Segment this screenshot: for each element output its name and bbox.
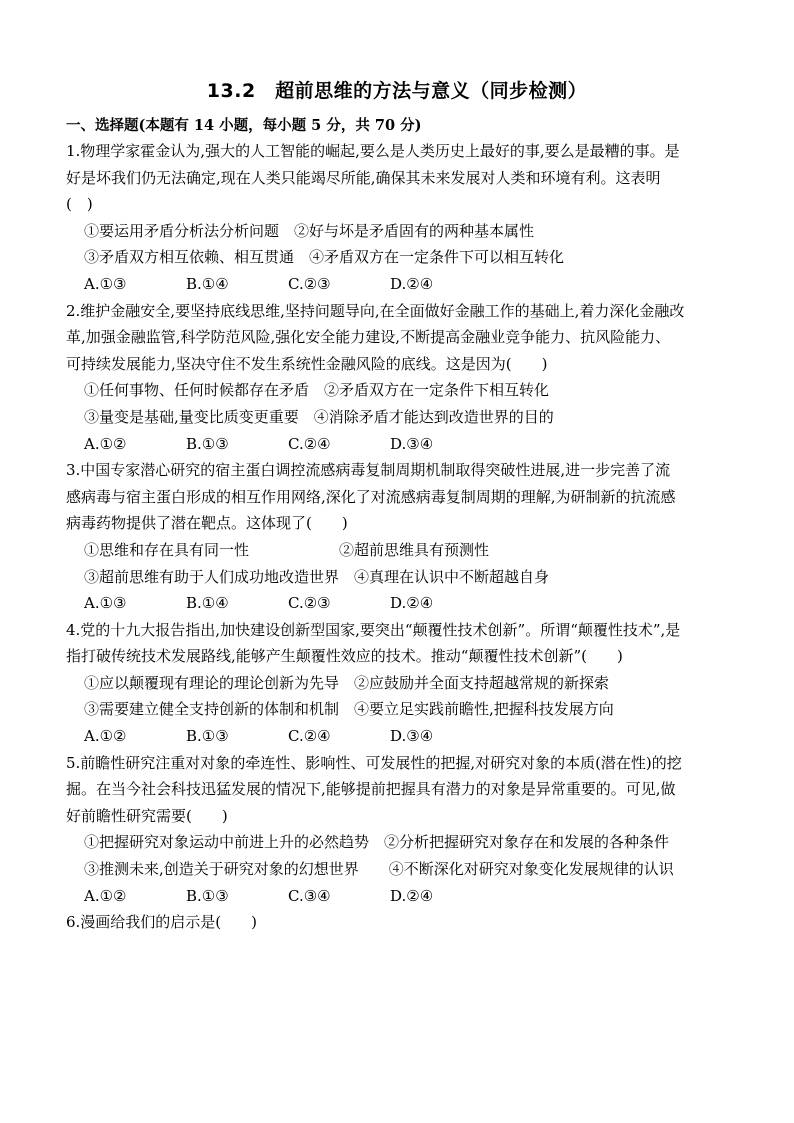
question-1 [66,138,732,298]
answer-choice[interactable]: B.①④ [186,594,229,613]
answer-choice[interactable]: C.②③ [288,594,331,613]
question-stem-line: 3.中国专家潜心研究的宿主蛋白调控流感病毒复制周期机制取得突破性进展,进一步完善了流 [66,461,671,480]
question-4 [66,617,732,750]
option-statement-line: ①要运用矛盾分析法分析问题 ②好与坏是矛盾固有的两种基本属性 [84,221,535,240]
option-statement-line: ③超前思维有助于人们成功地改造世界 ④真理在认识中不断超越自身 [84,567,550,586]
answer-choice[interactable]: D.②④ [390,886,434,905]
answer-choice[interactable]: C.③④ [288,886,331,905]
answer-choice[interactable]: A.①② [84,434,127,453]
question-stem-line: 革,加强金融监管,科学防范风险,强化安全能力建设,不断提高金融业竞争能力、抗风险能力、 [66,328,671,347]
question-stem-line: 2.维护金融安全,要坚持底线思维,坚持问题导向,在全面做好金融工作的基础上,着力深化金融改 [66,301,685,320]
option-statement-line: ①任何事物、任何时候都存在矛盾 ②矛盾双方在一定条件下相互转化 [84,381,550,400]
answer-choice[interactable]: D.③④ [390,434,434,453]
answer-choice[interactable]: B.①③ [186,727,229,746]
answer-choices [66,883,732,910]
option-statement-line: ③需要建立健全支持创新的体制和机制 ④要立足实践前瞻性,把握科技发展方向 [84,700,614,719]
answer-choices [66,431,732,458]
answer-choice[interactable]: C.②④ [288,434,331,453]
question-2 [66,298,732,458]
answer-choice[interactable]: D.③④ [390,727,434,746]
question-stem-line: 好前瞻性研究需要( ) [66,806,228,825]
answer-choices [66,590,732,617]
question-stem-line: 好是坏我们仍无法确定,现在人类只能竭尽所能,确保其未来发展对人类和环境有利。这表明 [66,168,661,187]
answer-choice[interactable]: C.②③ [288,274,331,293]
question-3 [66,457,732,617]
question-stem-line: 5.前瞻性研究注重对对象的牵连性、影响性、可发展性的把握,对研究对象的本质(潜在性)的挖 [66,753,682,772]
answer-choice[interactable]: D.②④ [390,594,434,613]
answer-choice[interactable]: B.①④ [186,274,229,293]
answer-choice[interactable]: B.①③ [186,886,229,905]
answer-choice[interactable]: A.①② [84,886,127,905]
answer-choice[interactable]: B.①③ [186,434,229,453]
option-statement-line: ①把握研究对象运动中前进上升的必然趋势 ②分析把握研究对象存在和发展的各种条件 [84,833,670,852]
question-stem-line: 病毒药物提供了潜在靶点。这体现了( ) [66,514,348,533]
option-statement-line: ③量变是基础,量变比质变更重要 ④消除矛盾才能达到改造世界的目的 [84,407,554,426]
option-statement-line: ①思维和存在具有同一性 ②超前思维具有预测性 [84,540,490,559]
section-header: 一、选择题(本题有 14 小题，每小题 5 分，共 70 分) [66,117,422,134]
question-stem-line: 感病毒与宿主蛋白形成的相互作用网络,深化了对流感病毒复制周期的理解,为研制新的抗流感 [66,487,676,506]
option-statement-line: ③矛盾双方相互依赖、相互贯通 ④矛盾双方在一定条件下可以相互转化 [84,248,565,267]
question-list [66,138,732,936]
question-stem-line: ( ) [66,195,93,214]
question-stem-line: 可持续发展能力,坚决守住不发生系统性金融风险的底线。这是因为( ) [66,354,548,373]
question-5 [66,750,732,910]
answer-choices [66,271,732,298]
option-statement-line: ①应以颠覆现有理论的理论创新为先导 ②应鼓励并全面支持超越常规的新探索 [84,673,610,692]
option-statement-line: ③推测未来,创造关于研究对象的幻想世界 ④不断深化对研究对象变化发展规律的认识 [84,860,674,879]
page-title: 13.2 超前思维的方法与意义（同步检测） [206,80,588,102]
answer-choice[interactable]: D.②④ [390,274,434,293]
answer-choice[interactable]: A.①③ [84,274,127,293]
question-stem-line: 6.漫画给我们的启示是( ) [66,913,258,932]
question-stem-line: 指打破传统技术发展路线,能够产生颠覆性效应的技术。推动“颠覆性技术创新”( ) [66,647,623,666]
question-stem-line: 掘。在当今社会科技迅猛发展的情况下,能够提前把握具有潜力的对象是异常重要的。可见,做 [66,780,676,799]
question-stem-line: 1.物理学家霍金认为,强大的人工智能的崛起,要么是人类历史上最好的事,要么是最糟的事。是 [66,142,680,160]
answer-choices [66,723,732,750]
answer-choice[interactable]: A.①③ [84,594,127,613]
question-6 [66,909,732,936]
answer-choice[interactable]: A.①② [84,727,127,746]
answer-choice[interactable]: C.②④ [288,727,331,746]
question-stem-line: 4.党的十九大报告指出,加快建设创新型国家,要突出“颠覆性技术创新”。所谓“颠覆性技术”,是 [66,620,681,639]
